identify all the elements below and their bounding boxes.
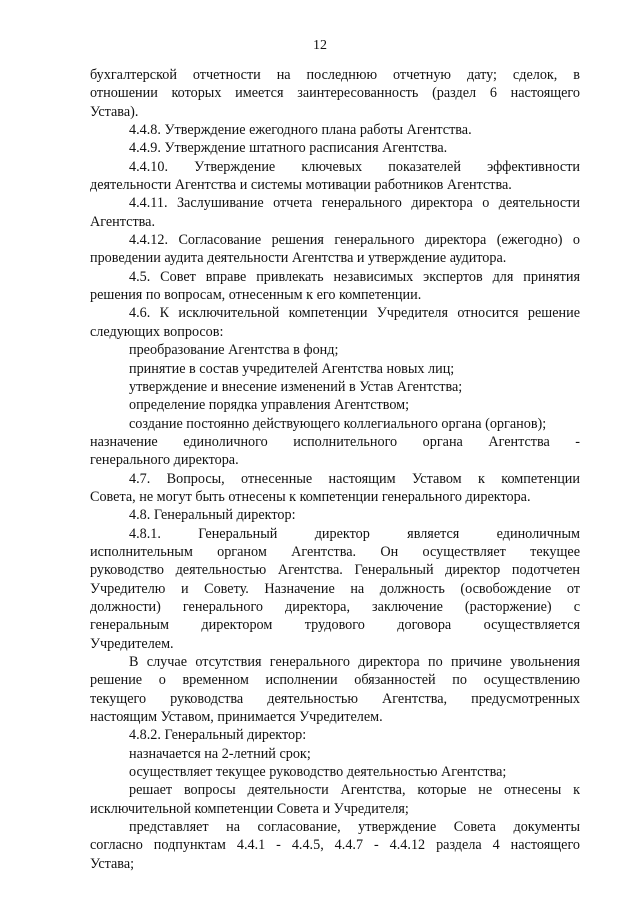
- text-line: назначается на 2-летний срок;: [129, 745, 311, 762]
- text-line: 4.8.1. Генеральный директор является единоличным: [129, 525, 580, 542]
- text-line: преобразование Агентства в фонд;: [129, 342, 339, 359]
- text-line: Учредителем.: [90, 635, 174, 652]
- text-line: представляет на согласование, утверждение Совета документы: [129, 819, 580, 836]
- text-line: следующих вопросов:: [90, 323, 224, 340]
- text-line: принятие в состав учредителей Агентства новых лиц;: [129, 360, 455, 377]
- text-line: Агентства.: [90, 213, 155, 230]
- text-line: 4.8. Генеральный директор:: [129, 507, 296, 524]
- text-line: проведении аудита деятельности Агентства и утверждение аудитора.: [90, 250, 507, 267]
- text-line: решения по вопросам, отнесенным к его компетенции.: [90, 287, 422, 304]
- text-line: бухгалтерской отчетности на последнюю отчетную дату; сделок, в: [90, 67, 580, 83]
- text-line: исполнительным органом Агентства. Он осуществляет текущее: [90, 543, 580, 560]
- text-line: исключительной компетенции Совета и Учредителя;: [90, 800, 409, 817]
- text-line: 4.4.11. Заслушивание отчета генерального директора о деятельности: [129, 195, 580, 212]
- text-line: Совета, не могут быть отнесены к компетенции генерального директора.: [90, 488, 531, 505]
- text-line: руководство деятельностью Агентства. Генеральный директор подотчетен: [90, 562, 580, 579]
- text-line: 4.4.12. Согласование решения генерального директора (ежегодно) о: [129, 232, 580, 249]
- text-line: 4.5. Совет вправе привлекать независимых экспертов для принятия: [129, 268, 580, 285]
- text-line: назначение единоличного исполнительного органа Агентства -: [90, 433, 580, 450]
- text-line: согласно подпунктам 4.4.1 - 4.4.5, 4.4.7 - 4.4.12 раздела 4 настоящего: [90, 837, 580, 854]
- text-line: текущего руководства деятельностью Агентства, предусмотренных: [90, 690, 580, 707]
- page-number: 12: [313, 38, 327, 53]
- text-line: Устава).: [90, 103, 139, 120]
- text-line: определение порядка управления Агентством;: [129, 397, 410, 414]
- text-line: 4.6. К исключительной компетенции Учредителя относится решение: [129, 305, 580, 322]
- text-line: деятельности Агентства и системы мотивации работников Агентства.: [90, 177, 512, 194]
- text-line: Учредителю и Совету. Назначение на должность (освобождение от: [90, 580, 580, 597]
- body-text: [90, 66, 580, 873]
- text-line: настоящим Уставом, принимается Учредителем.: [90, 709, 383, 726]
- text-line: осуществляет текущее руководство деятельностью Агентства;: [129, 764, 507, 781]
- text-line: генерального директора.: [90, 452, 239, 469]
- text-line: создание постоянно действующего коллегиального органа (органов);: [129, 415, 547, 432]
- text-line: 4.4.10. Утверждение ключевых показателей эффективности: [129, 158, 580, 175]
- text-line: В случае отсутствия генерального директора по причине увольнения: [129, 654, 580, 670]
- text-line: решение о временном исполнении обязанностей по осуществлению: [90, 672, 580, 689]
- text-line: должности) генерального директора, заключение (расторжение) с: [90, 598, 580, 615]
- text-line: Устава;: [90, 855, 135, 872]
- text-line: 4.4.8. Утверждение ежегодного плана работы Агентства.: [129, 122, 472, 139]
- text-line: 4.4.9. Утверждение штатного расписания Агентства.: [129, 140, 448, 157]
- text-line: 4.8.2. Генеральный директор:: [129, 727, 307, 744]
- text-line: утверждение и внесение изменений в Устав Агентства;: [129, 378, 463, 395]
- text-line: решает вопросы деятельности Агентства, которые не отнесены к: [129, 782, 580, 799]
- text-line: 4.7. Вопросы, отнесенные настоящим Уставом к компетенции: [129, 470, 580, 487]
- text-line: генеральным директором трудового договора осуществляется: [90, 617, 580, 634]
- text-line: отношении которых имеется заинтересованность (раздел 6 настоящего: [90, 85, 580, 102]
